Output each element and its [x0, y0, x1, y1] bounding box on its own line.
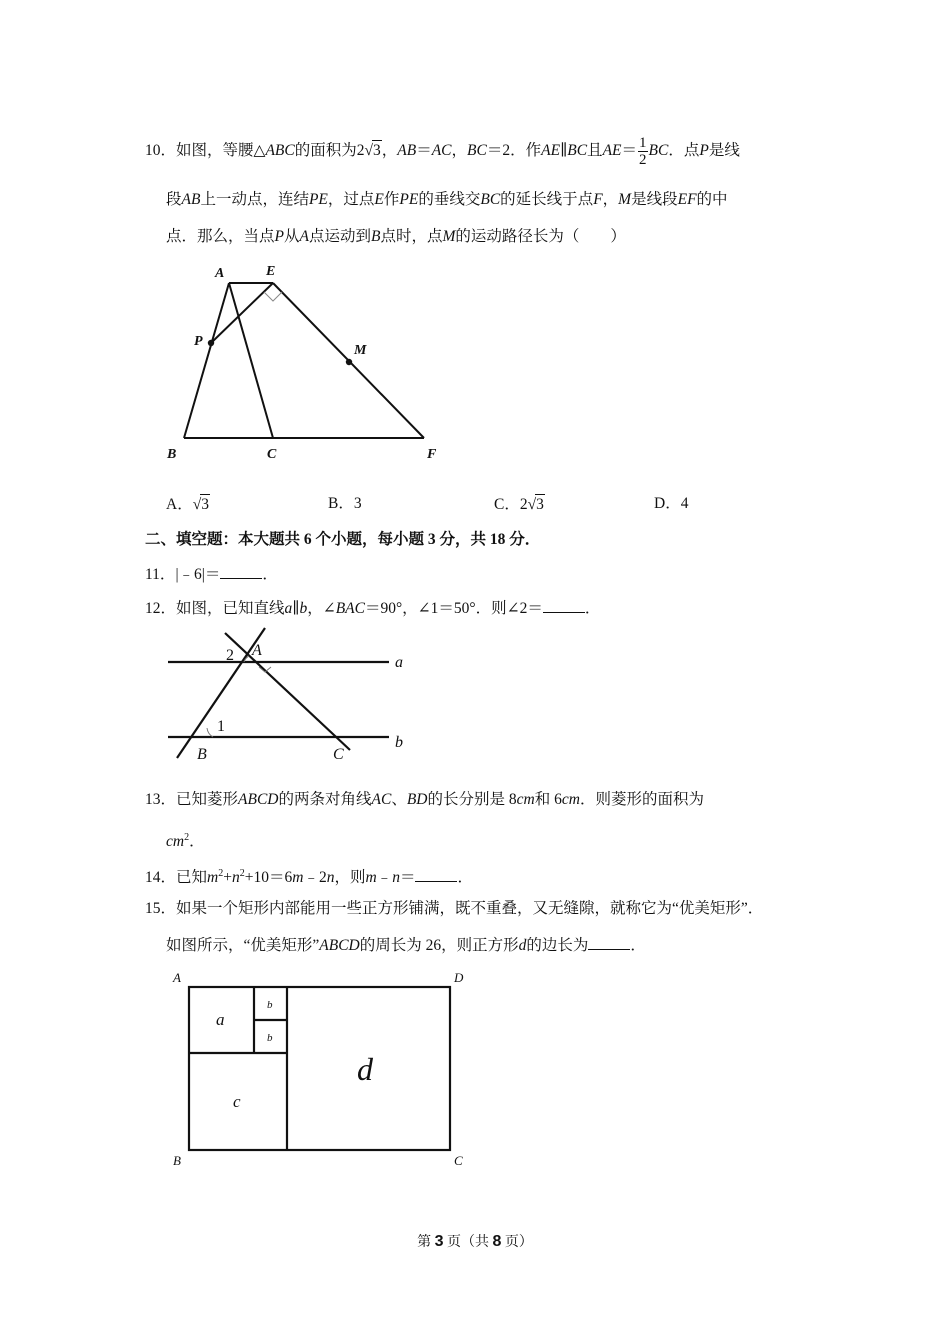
q13-line2: $cm^2$． [166, 832, 205, 851]
label-1: 1 [217, 718, 225, 735]
square-a-label: a [216, 1010, 225, 1029]
label-P: P [194, 334, 203, 349]
label-A: A [252, 642, 262, 659]
label-C: C [454, 1153, 463, 1168]
label-D: D [454, 970, 464, 985]
label-A: A [215, 266, 225, 281]
q15-line2: 如图所示，“优美矩形”ABCD的周长为 26，则正方形d的边长为 ． [166, 937, 646, 954]
q15-line1: 15．如果一个矩形内部能用一些正方形铺满，既不重叠，又无缝隙，就称它为“优美矩形”． [145, 900, 764, 917]
label-B: B [167, 447, 177, 462]
label-B: B [197, 746, 207, 763]
point-p [208, 340, 214, 346]
page-number: 3 [434, 1233, 444, 1250]
q11: 11．|﹣6|＝ ． [145, 566, 278, 583]
label-M: M [354, 343, 367, 358]
label-B: B [173, 1153, 181, 1168]
total-pages: 8 [492, 1233, 502, 1250]
page-footer: 第 3 页（共 8 页） [417, 1233, 533, 1250]
label-E: E [266, 264, 276, 279]
section-heading: 二、填空题：本大题共 6 个小题，每小题 3 分，共 18 分． [145, 531, 541, 548]
label-C: C [267, 447, 277, 462]
label-b: b [395, 734, 403, 751]
square-b1-label: b [267, 999, 273, 1011]
option-c: C．2√3 [494, 496, 544, 513]
answer-blank[interactable] [588, 935, 630, 950]
option-d: D．4 [654, 495, 689, 512]
q12-figure [165, 630, 425, 770]
square-c-label: c [233, 1092, 241, 1111]
label-A: A [173, 970, 181, 985]
label-a: a [395, 654, 403, 671]
q10-figure [160, 260, 460, 470]
q15-figure [170, 965, 480, 1175]
q10-line1: 10．如图，等腰△ABC的面积为2√3，AB＝AC，BC＝2．作AE∥BC且AE＝ $\frac{1}{2}$ BC．点P是线 [145, 135, 740, 168]
sqrt-expression: √3 [364, 142, 381, 160]
fraction: $\frac{1}{2}$ [639, 135, 647, 168]
q14: 14．已知$m^2+n^2+10=6m﹣2n$，则m﹣n＝ ． [145, 868, 473, 887]
option-a: A．√3 [166, 496, 209, 513]
point-m [346, 359, 352, 365]
answer-blank[interactable] [543, 598, 585, 613]
label-2: 2 [226, 647, 234, 664]
answer-blank[interactable] [415, 867, 457, 882]
label-C: C [333, 746, 344, 763]
question-number: 10． [145, 142, 177, 160]
q13-line1: 13．已知菱形ABCD的两条对角线AC、BD的长分别是 8cm和 6cm．则菱形的面积为 [145, 791, 704, 808]
q10-line2: 段AB上一动点，连结PE，过点E作PE的垂线交BC的延长线于点F，M是线段EF的中 [166, 191, 728, 208]
answer-blank[interactable] [220, 564, 262, 579]
option-b: B．3 [328, 495, 362, 512]
square-d-label: d [357, 1051, 373, 1087]
q12: 12．如图，已知直线a∥b，∠BAC＝90°，∠1＝50°．则∠2＝ ． [145, 600, 601, 617]
square-b2-label: b [267, 1032, 273, 1044]
q10-line3: 点．那么，当点P从A点运动到B点时，点M的运动路径长为（ ） [166, 228, 626, 245]
label-F: F [427, 447, 437, 462]
